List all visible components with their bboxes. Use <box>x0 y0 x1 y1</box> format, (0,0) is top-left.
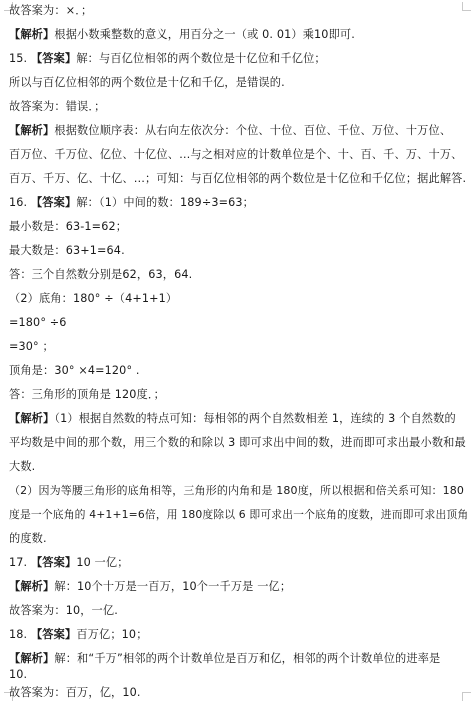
answer-line: 18. 【答案】百万亿；10； <box>9 628 148 641</box>
analysis-line: 【解析】（1）根据自然数的特点可知：每相邻的两个自然数相差 1，连续的 3 个自然数的 <box>9 412 456 425</box>
text-line: 故答案为：错误．； <box>9 100 106 113</box>
text-line: 度是一个底角的 4+1+1=6倍，用 180度除以 6 即可求出一个底角的度数，进而即可求出顶角 <box>9 508 469 521</box>
text-line: 百万、千万、亿、十亿、…；可知：与百亿位相邻的两个数位是十亿位和千亿位；据此解答. <box>9 172 467 185</box>
text-line: 顶角是：30° ×4=120° . <box>9 364 140 377</box>
answer-line: 15. 【答案】解：与百亿位相邻的两个数位是十亿位和千亿位； <box>9 52 326 65</box>
text-line: 答：三角形的顶角是 120度．； <box>9 388 165 401</box>
text-line: 故答案为：百万，亿，10. <box>9 686 141 699</box>
analysis-line: 【解析】解：10个十万是一百万，10个一千万是 一亿； <box>9 580 292 593</box>
text-line: 的度数. <box>9 532 47 545</box>
text-line: 百万位、千万位、亿位、十亿位、…与之相对应的计数单位是个、十、百、千、万、十万、 <box>9 148 463 161</box>
text-line: （2）底角：180° ÷（4+1+1） <box>9 292 178 305</box>
text-line: 故答案为：×．； <box>9 4 93 17</box>
analysis-line: 【解析】根据小数乘整数的意义，用百分之一（或 0. 01）乘10即可. <box>9 28 355 41</box>
answer-line: 17. 【答案】10 一亿； <box>9 556 129 569</box>
text-line: （2）因为等腰三角形的底角相等，三角形的内角和是 180度，所以根据和倍关系可知：180 <box>9 484 465 497</box>
analysis-line: 【解析】根据数位顺序表：从右向左依次分：个位、十位、百位、千位、万位、十万位、 <box>9 124 452 137</box>
text-line: 10. <box>9 668 28 681</box>
text-line: 平均数是中间的那个数，用三个数的和除以 3 即可求出中间的数，进而即可求出最小数和最 <box>9 436 466 449</box>
text-line: 所以与百亿位相邻的两个数位是十亿和千亿，是错误的. <box>9 76 285 89</box>
text-line: 大数. <box>9 460 36 473</box>
text-line: 最小数是：63-1=62； <box>9 220 128 233</box>
answer-line: 16. 【答案】解：（1）中间的数：189÷3=63； <box>9 196 255 209</box>
text-line: 最大数是：63+1=64. <box>9 244 125 257</box>
text-line: =30° ； <box>9 340 54 353</box>
analysis-line: 【解析】解：和“千万”相邻的两个计数单位是百万和亿，相邻的两个计数单位的进率是 <box>9 652 441 665</box>
text-line: 故答案为：10，一亿. <box>9 604 118 617</box>
text-line: 答：三个自然数分别是62，63，64. <box>9 268 193 281</box>
text-line: =180° ÷6 <box>9 316 67 329</box>
